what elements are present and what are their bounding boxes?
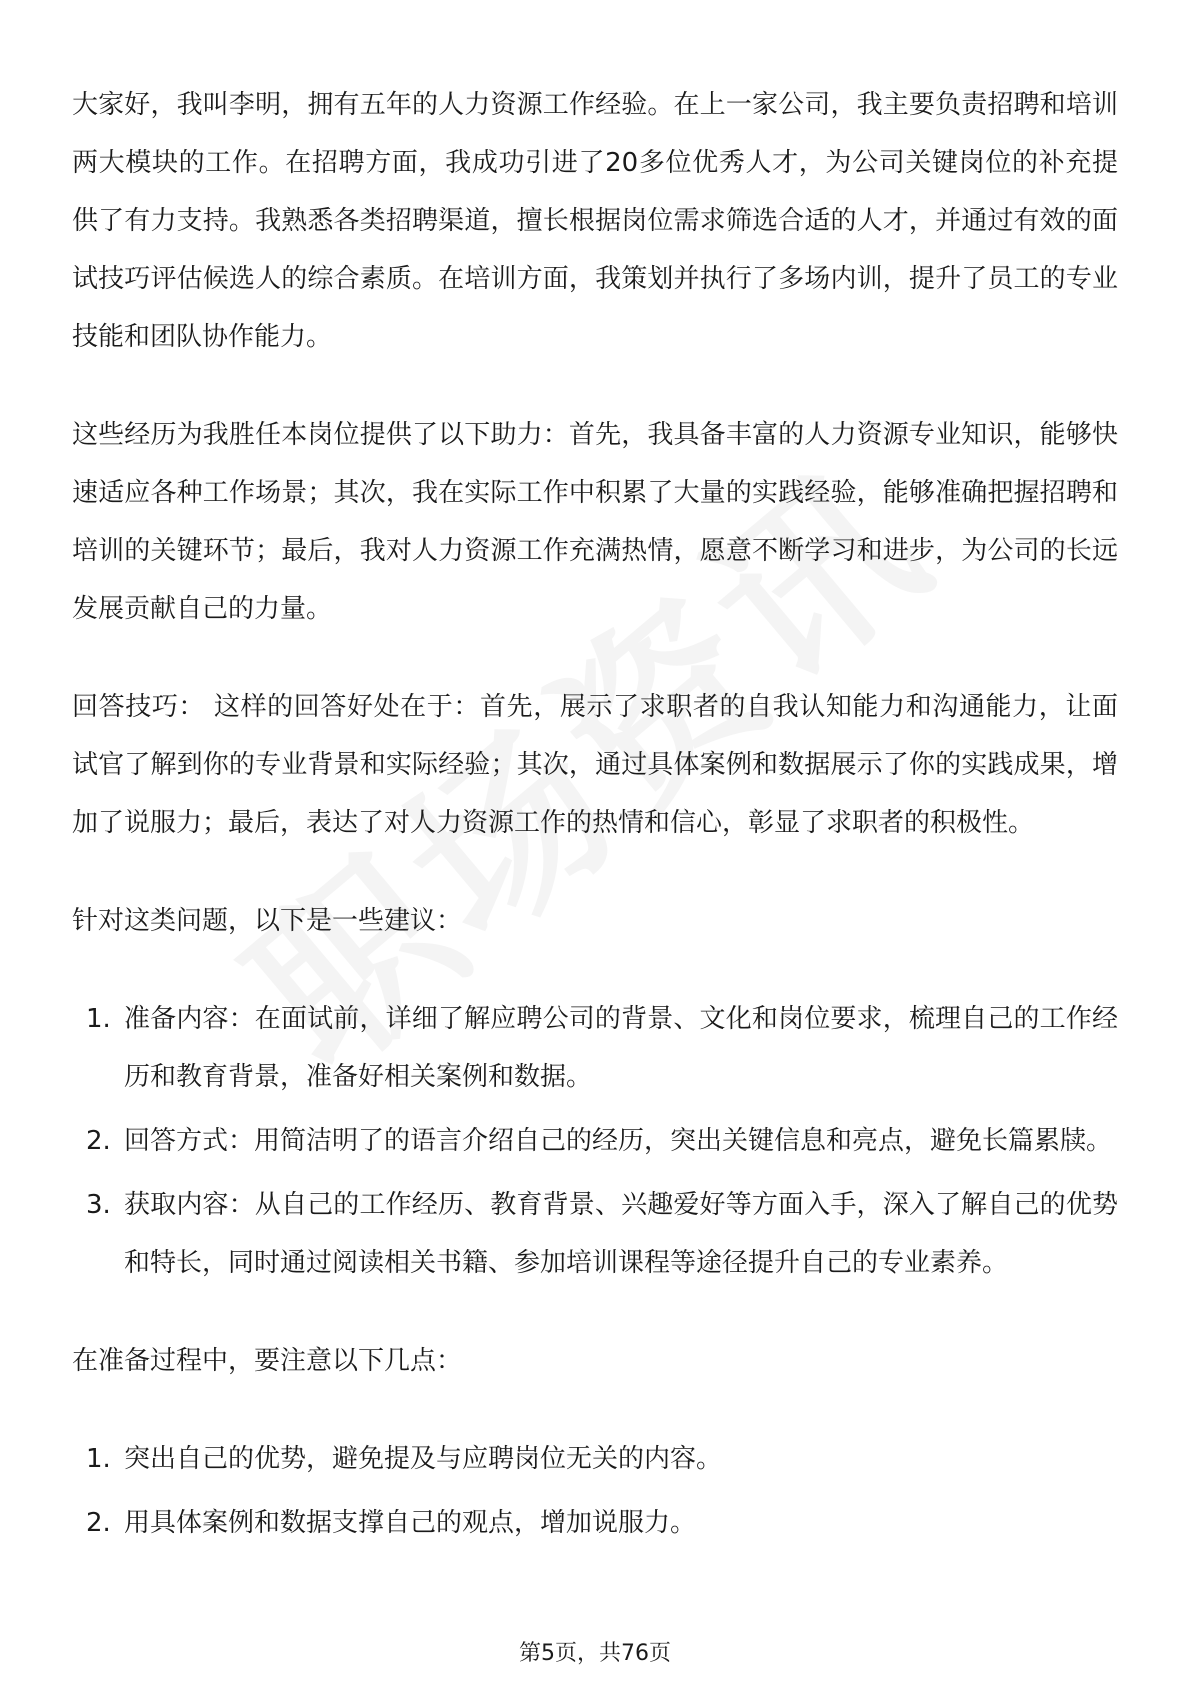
paragraph-notes-intro: 在准备过程中，要注意以下几点： — [72, 1346, 463, 1376]
list-number: 3. — [86, 1190, 111, 1220]
list-number: 1. — [86, 1444, 111, 1474]
paragraph-advice-intro: 针对这类问题，以下是一些建议： — [72, 906, 463, 936]
document-body — [72, 76, 1118, 1592]
list-item — [72, 1176, 1118, 1292]
page-footer: 第5页，共76页 — [519, 1641, 671, 1666]
list-item — [72, 990, 1118, 1106]
list-item — [72, 1494, 1118, 1552]
paragraph-help: 这些经历为我胜任本岗位提供了以下助力：首先，我具备丰富的人力资源专业知识，能够快速适应各种工作场景；其次，我在实际工作中积累了大量的实践经验，能够准确把握招聘和培训的关键环节；最后，我对人力资源工作充满热情，愿意不断学习和进步，为公司的长远发展贡献自己的力量。 — [72, 420, 1118, 624]
notes-list — [72, 1430, 1118, 1552]
paragraph-intro: 大家好，我叫李明，拥有五年的人力资源工作经验。在上一家公司，我主要负责招聘和培训两大模块的工作。在招聘方面，我成功引进了20多位优秀人才，为公司关键岗位的补充提供了有力支持。我熟悉各类招聘渠道，擅长根据岗位需求筛选合适的人才，并通过有效的面试技巧评估候选人的综合素质。在培训方面，我策划并执行了多场内训，提升了员工的专业技能和团队协作能力。 — [72, 90, 1118, 352]
list-number: 2. — [86, 1126, 111, 1156]
paragraph-tips: 回答技巧： 这样的回答好处在于：首先，展示了求职者的自我认知能力和沟通能力，让面试官了解到你的专业背景和实际经验；其次，通过具体案例和数据展示了你的实践成果，增加了说服力；最后，表达了对人力资源工作的热情和信心，彰显了求职者的积极性。 — [72, 692, 1118, 838]
list-item-text: 回答方式：用简洁明了的语言介绍自己的经历，突出关键信息和亮点，避免长篇累牍。 — [124, 1126, 1113, 1156]
list-item-text: 用具体案例和数据支撑自己的观点，增加说服力。 — [124, 1508, 697, 1538]
list-item — [72, 1112, 1118, 1170]
list-item-text: 获取内容：从自己的工作经历、教育背景、兴趣爱好等方面入手，深入了解自己的优势和特长，同时通过阅读相关书籍、参加培训课程等途径提升自己的专业素养。 — [124, 1190, 1118, 1278]
list-number: 1. — [86, 1004, 111, 1034]
list-number: 2. — [86, 1508, 111, 1538]
list-item — [72, 1430, 1118, 1488]
advice-list — [72, 990, 1118, 1292]
list-item-text: 突出自己的优势，避免提及与应聘岗位无关的内容。 — [124, 1444, 723, 1474]
list-item-text: 准备内容：在面试前，详细了解应聘公司的背景、文化和岗位要求，梳理自己的工作经历和教育背景，准备好相关案例和数据。 — [124, 1004, 1118, 1092]
